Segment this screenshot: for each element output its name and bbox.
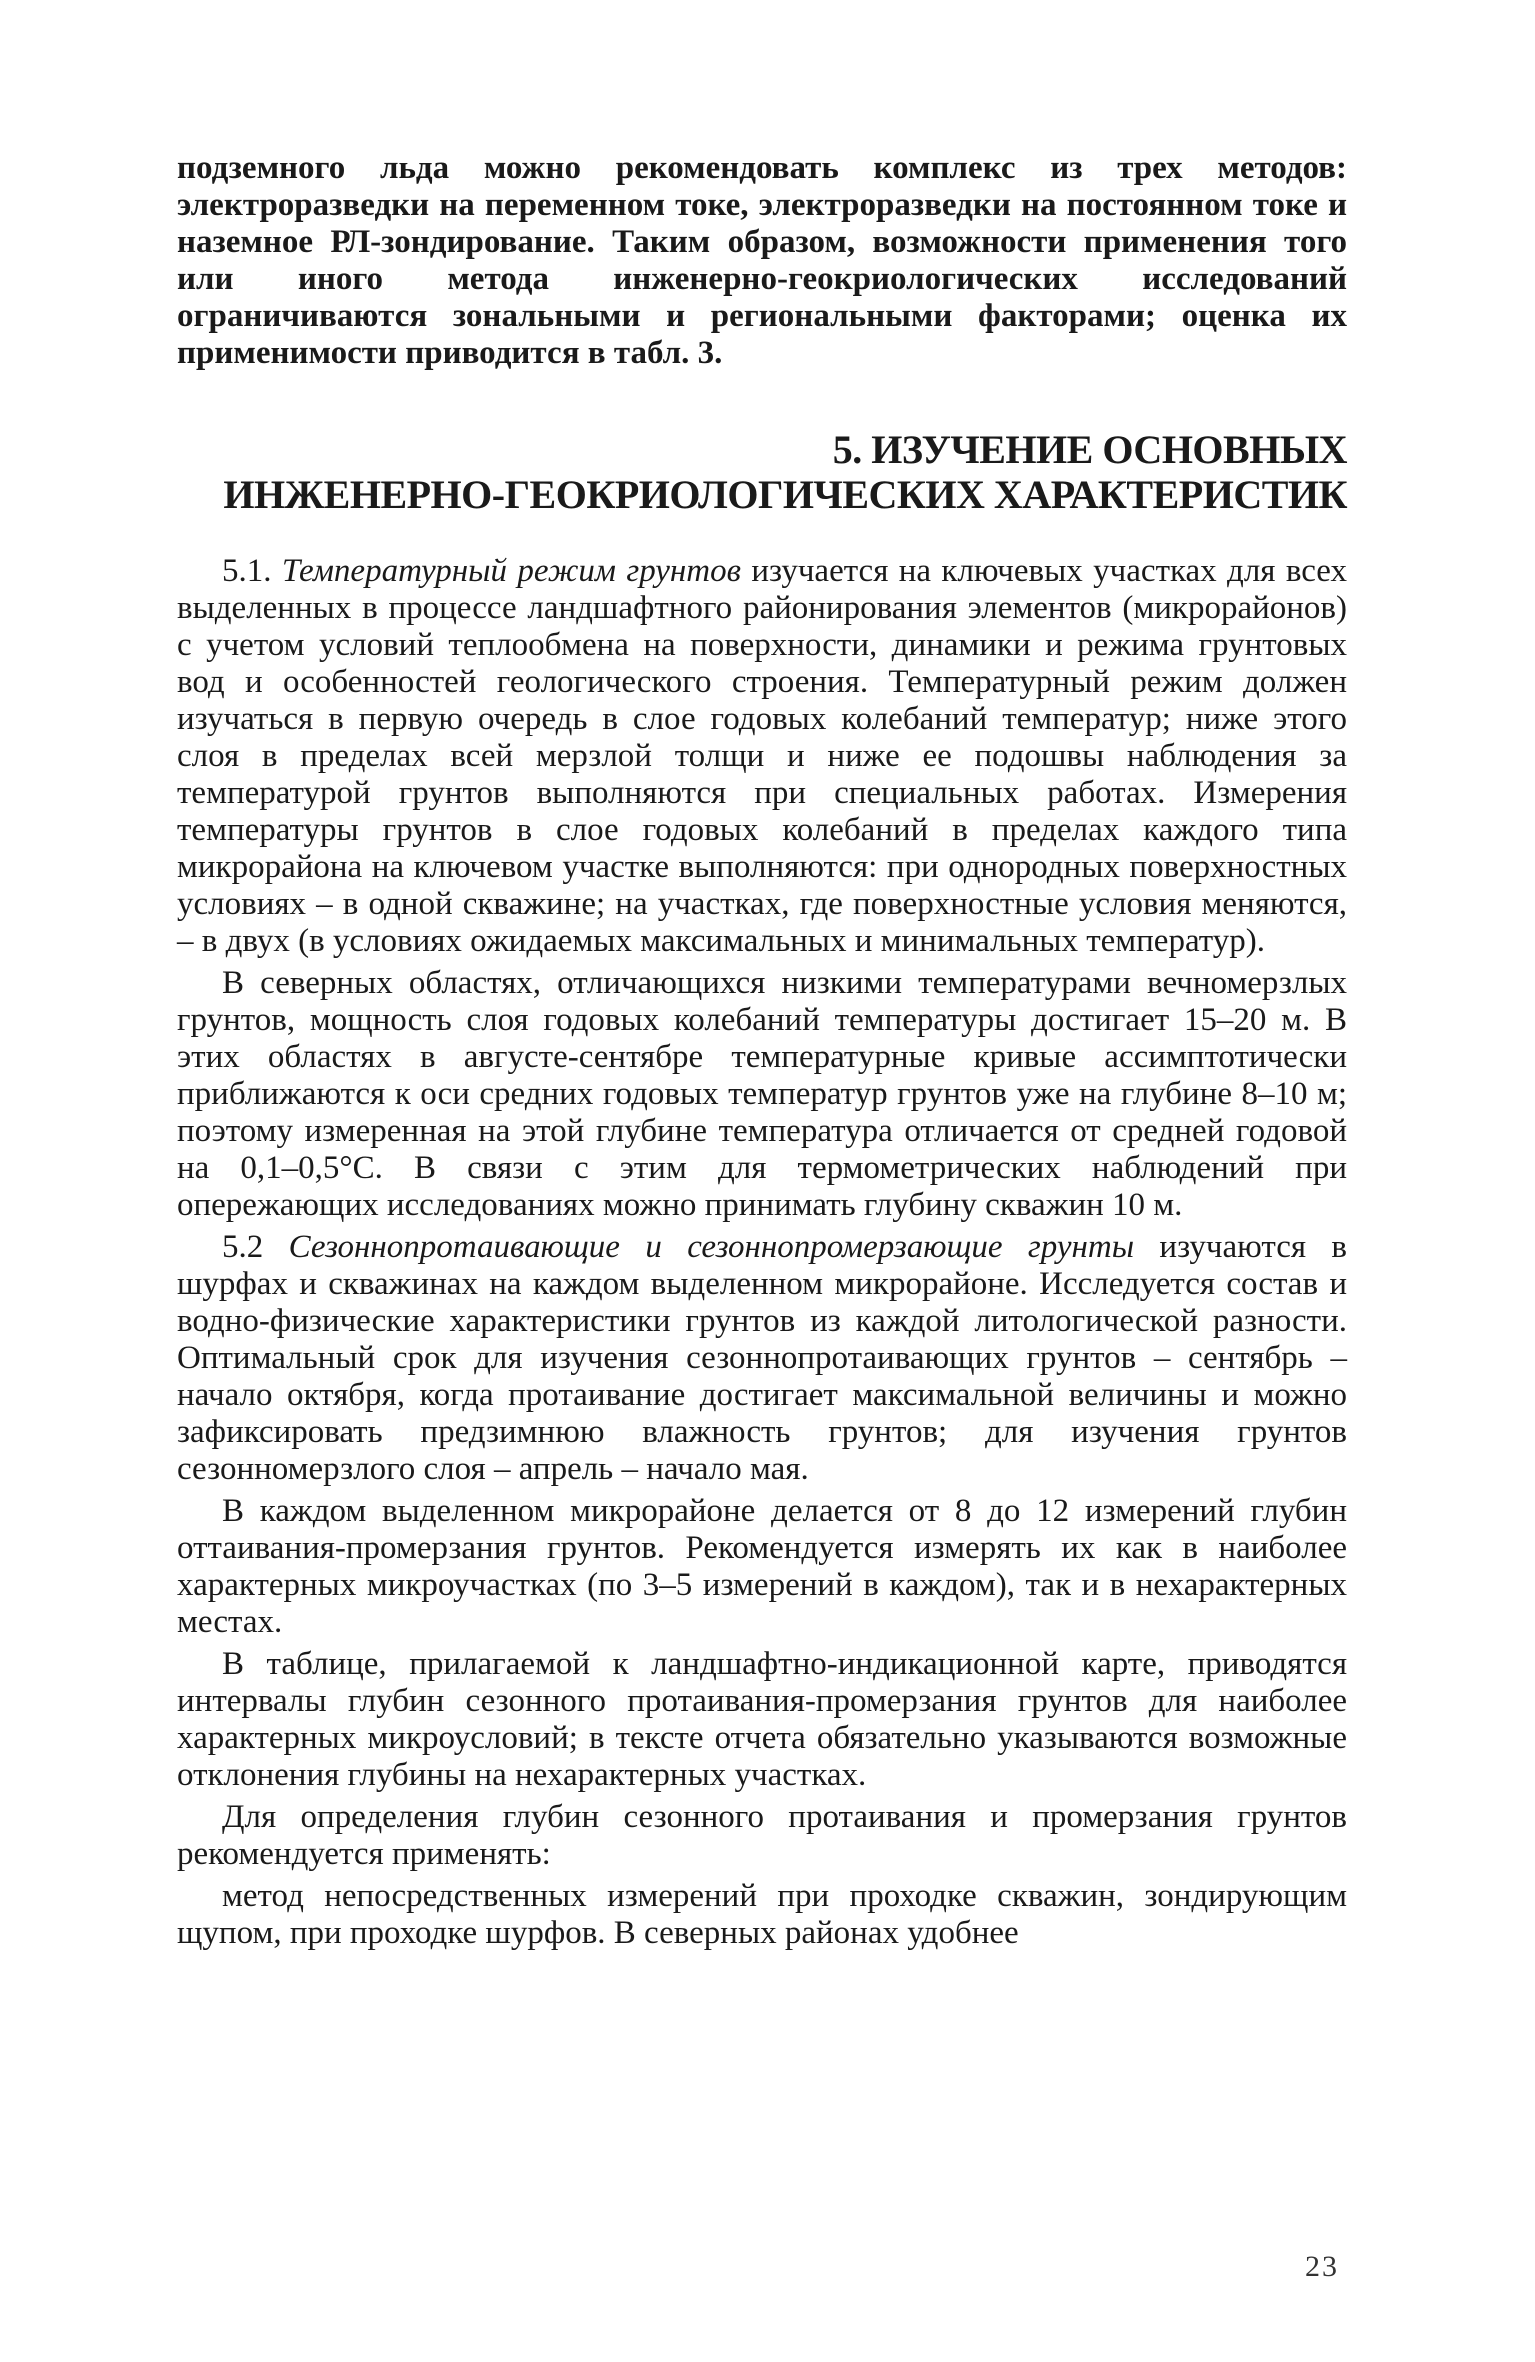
intro-text: подземного льда можно рекомендовать комплекс из трех методов: электроразведки на переменном токе, электроразведки на постоянном токе и наземное РЛ-зондирование. Таким образом, возможности применения того или иного метода инженерно-геокриологических исследований ограничиваются зональными и региональными факторами; оценка их применимости приводится в табл. 3. [177,150,1347,371]
paragraph-measurements: В каждом выделенном микрорайоне делается от 8 до 12 измерений глубин оттаивания-промерзания грунтов. Рекомендуется измерять их как в наиболее характерных микроучастках (по 3–5 измерений в каждом), так и в нехарактерных местах. [177,1493,1347,1640]
paragraph-5-2 [177,1229,1347,1488]
page-number: 23 [1305,2250,1339,2283]
paragraph-number: 5.2 [222,1229,264,1265]
intro-paragraph [177,150,1347,372]
section-title-line-2: ИНЖЕНЕРНО-ГЕОКРИОЛОГИЧЕСКИХ ХАРАКТЕРИСТИК [223,472,1347,517]
section-body [177,553,1347,1957]
paragraph-5-1 [177,553,1347,960]
paragraph-methods-list: метод непосредственных измерений при проходке скважин, зондирующим щупом, при проходке шурфов. В северных районах удобнее [177,1878,1347,1951]
paragraph-topic: Температурный режим грунтов [281,553,741,589]
paragraph-table: В таблице, прилагаемой к ландшафтно-индикационной карте, приводятся интервалы глубин сезонного протаивания-промерзания грунтов для наиболее характерных микроусловий; в тексте отчета обязательно указываются возможные отклонения глубины на нехарактерных участках. [177,1646,1347,1793]
paragraph-text: изучается на ключевых участках для всех выделенных в процессе ландшафтного районирования элементов (микрорайонов) с учетом условий теплообмена на поверхности, динамики и режима грунтовых вод и особенностей геологического строения. Температурный режим должен изучаться в первую очередь в слое годовых колебаний температур; ниже этого слоя в пределах всей мерзлой толщи и ниже ее подошвы наблюдения за температурой грунтов выполняются при специальных работах. Измерения температуры грунтов в слое годовых колебаний в пределах каждого типа микрорайона на ключевом участке выполняются: при однородных поверхностных условиях – в одной скважине; на участках, где поверхностные условия меняются, – в двух (в условиях ожидаемых максимальных и минимальных температур). [177,553,1347,959]
section-title-line-1: 5. ИЗУЧЕНИЕ ОСНОВНЫХ [832,427,1347,472]
paragraph-north-regions: В северных областях, отличающихся низкими температурами вечномерзлых грунтов, мощность слоя годовых колебаний температуры достигает 15–20 м. В этих областях в августе-сентябре температурные кривые ассимптотически приближаются к оси средних годовых температур грунтов уже на глубине 8–10 м; поэтому измеренная на этой глубине температура отличается от средней годовой на 0,1–0,5°С. В связи с этим для термометрических наблюдений при опережающих исследованиях можно принимать глубину скважин 10 м. [177,965,1347,1223]
paragraph-topic: Сезоннопротаивающие и сезоннопромерзающие грунты [288,1229,1135,1265]
paragraph-methods-intro: Для определения глубин сезонного протаивания и промерзания грунтов рекомендуется применять: [177,1799,1347,1872]
paragraph-text: изучаются в шурфах и скважинах на каждом выделенном микрорайоне. Исследуется состав и водно-физические характеристики грунтов из каждой литологической разности. Оптимальный срок для изучения сезоннопротаивающих грунтов – сентябрь – начало октября, когда протаивание достигает максимальной величины и можно зафиксировать предзимнюю влажность грунтов; для изучения грунтов сезонномерзлого слоя – апрель – начало мая. [177,1229,1348,1487]
paragraph-number: 5.1. [222,553,272,589]
